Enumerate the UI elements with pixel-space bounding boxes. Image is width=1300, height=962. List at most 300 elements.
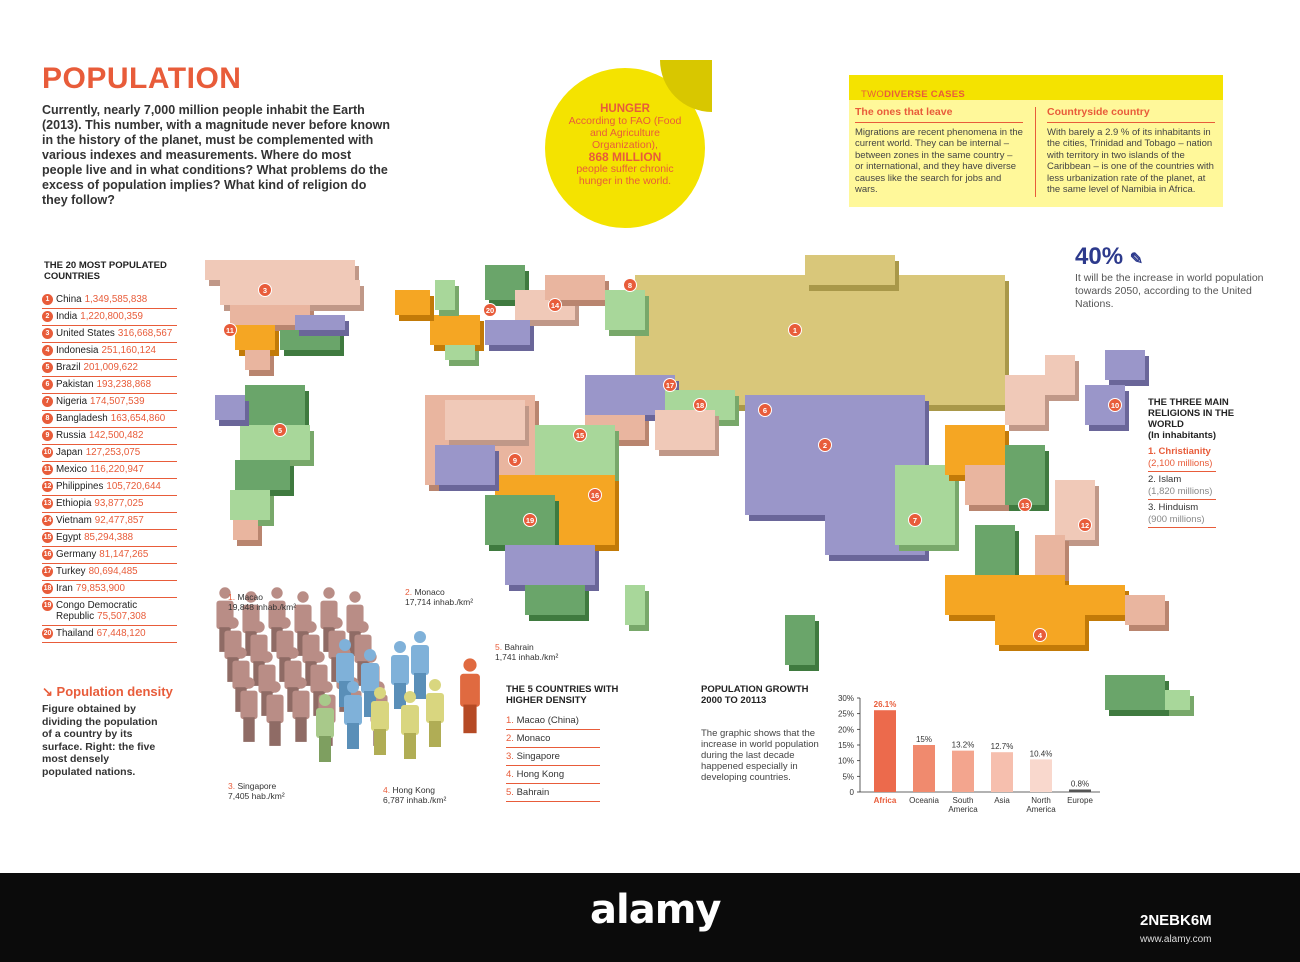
map-block — [525, 585, 585, 615]
density-n-2: 2. — [405, 587, 413, 597]
five-name: Hong Kong — [516, 769, 565, 780]
rank-badge: 19 — [43, 602, 52, 609]
person-legs — [319, 736, 331, 762]
hunger-text — [565, 103, 685, 187]
country-text — [56, 328, 172, 339]
person-body — [391, 655, 409, 685]
country-row — [42, 530, 177, 547]
category-label-part: Asia — [994, 796, 1010, 805]
person-body — [240, 691, 257, 720]
person-body — [401, 705, 419, 735]
person-body — [336, 653, 354, 683]
country-text — [56, 515, 144, 526]
y-tick-label: 10% — [837, 756, 854, 766]
map-block — [235, 460, 290, 490]
five-row — [506, 730, 600, 748]
country-row — [42, 626, 177, 643]
map-number: 10 — [1110, 400, 1120, 410]
y-tick-label: 30% — [837, 694, 854, 703]
map-number: 20 — [485, 305, 495, 315]
country-name: Iran — [56, 583, 73, 594]
country-row — [42, 428, 177, 445]
country-name: Bangladesh — [56, 413, 108, 424]
country-text — [56, 362, 138, 373]
rank-badge: 5 — [42, 362, 53, 373]
category-label — [994, 796, 1010, 805]
map-block — [655, 410, 715, 450]
hunger-title: HUNGER — [600, 103, 650, 115]
country-name: Germany — [56, 549, 97, 560]
country-population: 316,668,567 — [117, 328, 173, 339]
cases-header-text — [855, 82, 965, 100]
populated-title: THE 20 MOST POPULATED COUNTRIES — [44, 260, 167, 282]
density-label-3 — [228, 782, 285, 801]
map-block — [1065, 585, 1125, 615]
hunger-line2: people suffer chronic hunger in the world. — [576, 163, 674, 187]
density-n-5: 5. — [495, 642, 503, 652]
person-head — [253, 621, 264, 632]
map-number: 19 — [525, 515, 535, 525]
populated-list — [42, 292, 177, 643]
country-name: Ethiopia — [56, 498, 92, 509]
five-list — [506, 712, 600, 802]
map-block — [395, 290, 430, 315]
country-population: 105,720,644 — [106, 481, 161, 492]
person-body — [316, 708, 334, 738]
country-text — [56, 481, 161, 492]
case-right-title: Countryside country — [1047, 107, 1215, 123]
country-row — [42, 581, 177, 598]
map-block — [1005, 375, 1045, 425]
religion-value: (900 millions) — [1148, 513, 1205, 525]
density-val-4: 6,787 inhab./km² — [383, 794, 447, 805]
person-body — [292, 691, 309, 720]
map-block — [505, 545, 595, 585]
country-name: Nigeria — [56, 396, 88, 407]
five-row — [506, 748, 600, 766]
category-label — [948, 796, 978, 814]
bar-2 — [952, 751, 974, 792]
country-row — [42, 309, 177, 326]
country-row — [42, 547, 177, 564]
category-label-part: Europe — [1067, 796, 1093, 805]
rank-badge: 3 — [42, 328, 53, 339]
category-label-part: South — [952, 796, 974, 805]
map-block — [805, 255, 895, 285]
map-block — [1125, 595, 1165, 625]
category-label-part: North — [1031, 796, 1051, 805]
density-n-4: 4. — [383, 785, 391, 795]
country-row — [42, 394, 177, 411]
map-number: 4 — [1037, 630, 1043, 640]
hunger-big: 868 MILLION — [588, 150, 662, 164]
person-head — [347, 681, 359, 693]
person-head — [331, 617, 342, 628]
rank-badge: 11 — [43, 466, 52, 473]
image-code: 2NEBK6M — [1140, 912, 1212, 929]
country-text — [56, 379, 151, 390]
map-block — [1005, 445, 1045, 505]
growth-title: POPULATION GROWTH 2000 TO 20113 — [701, 684, 809, 706]
religion-name: 3. Hinduism — [1148, 502, 1199, 513]
country-text — [56, 600, 177, 622]
person-legs — [374, 729, 386, 755]
country-text — [56, 583, 125, 594]
map-number: 15 — [575, 430, 585, 440]
religions-title — [1148, 397, 1268, 441]
map-block — [605, 290, 645, 330]
density-name-3: Singapore — [237, 781, 277, 791]
map-number: 14 — [550, 300, 560, 310]
person-body — [344, 695, 362, 725]
country-population: 93,877,025 — [94, 498, 144, 509]
bar-value-label: 12.7% — [990, 742, 1014, 752]
case-right — [1047, 107, 1215, 196]
country-population: 85,294,388 — [84, 532, 134, 543]
country-name: United States — [56, 328, 115, 339]
map-block — [1045, 355, 1075, 395]
density-label-5 — [495, 643, 558, 662]
person-body — [371, 701, 389, 731]
country-population: 1,220,800,359 — [80, 311, 143, 322]
person-head — [339, 639, 351, 651]
country-population: 142,500,482 — [88, 430, 144, 441]
country-name: Pakistan — [56, 379, 94, 390]
map-block — [245, 350, 270, 370]
arrow-icon: ↘ — [42, 684, 53, 699]
country-text — [56, 532, 133, 543]
country-row — [42, 564, 177, 581]
rank-badge: 8 — [42, 413, 53, 424]
density-name-2: Monaco — [414, 587, 445, 597]
country-name: Philippines — [56, 481, 104, 492]
rank-badge: 14 — [43, 517, 52, 524]
person-head — [305, 621, 316, 632]
country-row — [42, 411, 177, 428]
country-population: 116,220,947 — [90, 464, 144, 475]
religion-value: (1,820 millions) — [1148, 485, 1213, 497]
person-legs — [347, 723, 359, 749]
map-block — [445, 345, 475, 360]
religion-value: (2,100 millions) — [1148, 457, 1213, 469]
person-head — [313, 651, 324, 662]
person-legs — [404, 733, 416, 759]
density-text: Figure obtained by dividing the population of a country by its surface. Right: the five most densely populated nations. — [42, 703, 158, 778]
map-number: 13 — [1020, 500, 1030, 510]
country-name: Russia — [56, 430, 86, 441]
category-label — [874, 796, 897, 805]
country-name: Egypt — [56, 532, 82, 543]
category-label — [909, 796, 939, 805]
density-name-1: Macao — [237, 592, 263, 602]
five-rank: 2. — [506, 733, 514, 744]
country-text — [56, 498, 143, 509]
religion-row — [1148, 444, 1216, 472]
person-head — [357, 621, 368, 632]
bar-3 — [991, 752, 1013, 792]
person-head — [429, 679, 441, 691]
person-head — [279, 617, 290, 628]
map-block — [975, 525, 1015, 575]
country-text — [56, 566, 138, 577]
bar-value-label: 13.2% — [951, 740, 975, 750]
five-rank: 5. — [506, 787, 514, 798]
person-head — [323, 587, 334, 598]
bar-4 — [1030, 759, 1052, 792]
rank-badge: 15 — [43, 534, 52, 541]
five-row — [506, 712, 600, 730]
cases-head-b: DIVERSE CASES — [884, 89, 966, 100]
rank-badge: 20 — [43, 630, 52, 637]
country-row — [42, 479, 177, 496]
category-label-part: Africa — [873, 796, 897, 805]
growth-bar-chart — [825, 690, 1115, 815]
map-block — [235, 325, 275, 350]
religions-subtitle: (In inhabitants) — [1148, 430, 1217, 441]
case-right-text: With barely a 2.9 % of its inhabitants in the cities, Trinidad and Tobago – nation with territory in two islands of the Caribbean – is one of the countries with less urbanization rate of the planet, at the same level of Namibia in Africa. — [1047, 126, 1214, 195]
country-text — [56, 294, 147, 305]
country-text — [56, 396, 145, 407]
category-label-part: America — [948, 805, 978, 814]
person-head — [394, 641, 406, 653]
map-block — [435, 445, 495, 485]
five-title: THE 5 COUNTRIES WITH HIGHER DENSITY — [506, 684, 619, 706]
country-name: Japan — [56, 447, 83, 458]
map-number: 11 — [226, 325, 234, 335]
religion-name: 1. Christianity — [1148, 446, 1211, 457]
map-block — [1165, 690, 1190, 710]
person-head — [374, 687, 386, 699]
person-head — [227, 617, 238, 628]
map-block — [485, 320, 530, 345]
country-row — [42, 598, 177, 626]
five-row — [506, 784, 600, 802]
bar-value-label: 15% — [915, 735, 933, 744]
country-population: 251,160,124 — [101, 345, 156, 356]
density-val-1: 19,848 inhab./km² — [228, 601, 297, 612]
country-row — [42, 360, 177, 377]
map-number: 9 — [512, 455, 518, 465]
person-head — [321, 681, 332, 692]
country-text — [56, 311, 143, 322]
density-val-3: 7,405 hab./km² — [228, 790, 285, 801]
rank-badge: 1 — [42, 294, 53, 305]
density-label-4 — [383, 786, 446, 805]
map-block — [945, 575, 1065, 615]
country-name: Congo Democratic Republic — [56, 600, 138, 622]
y-tick-label: 25% — [837, 709, 854, 719]
brand-logo: alamy — [590, 887, 721, 933]
person-body — [266, 695, 283, 724]
density-label-1 — [228, 593, 296, 612]
country-row — [42, 343, 177, 360]
map-number: 3 — [262, 285, 268, 295]
religions-title-text: THE THREE MAIN RELIGIONS IN THE WORLD — [1148, 397, 1235, 430]
person-head — [243, 677, 254, 688]
five-row — [506, 766, 600, 784]
case-left-title: The ones that leave — [855, 107, 1023, 123]
map-block — [245, 385, 305, 425]
country-population: 201,009,622 — [83, 362, 138, 373]
rank-badge: 10 — [43, 449, 52, 456]
country-name: Indonesia — [56, 345, 99, 356]
religions-list — [1148, 444, 1216, 528]
country-name: China — [56, 294, 82, 305]
person-head — [414, 631, 426, 643]
person-head — [364, 649, 376, 661]
map-block — [585, 375, 675, 415]
density-title-text: Population density — [56, 684, 173, 699]
country-row — [42, 377, 177, 394]
person-head — [404, 691, 416, 703]
religion-name: 2. Islam — [1148, 474, 1182, 485]
person-head — [463, 658, 476, 671]
five-rank: 4. — [506, 769, 514, 780]
country-name: Thailand — [56, 628, 94, 639]
country-row — [42, 513, 177, 530]
person-body — [411, 645, 429, 675]
person-head — [269, 681, 280, 692]
country-population: 79,853,900 — [75, 583, 125, 594]
country-population: 127,253,075 — [85, 447, 141, 458]
person-head — [295, 677, 306, 688]
cases-head-a: TWO — [861, 89, 885, 100]
country-population: 193,238,868 — [96, 379, 152, 390]
person-head — [235, 647, 246, 658]
religion-row — [1148, 500, 1216, 528]
density-name-4: Hong Kong — [392, 785, 436, 795]
country-text — [56, 464, 144, 475]
density-title — [42, 684, 173, 700]
rank-badge: 16 — [43, 551, 52, 558]
case-left — [855, 107, 1023, 196]
bar-5 — [1069, 789, 1091, 792]
map-block — [435, 280, 455, 310]
rank-badge: 12 — [43, 483, 52, 490]
map-number: 7 — [912, 515, 918, 525]
hunger-line1: According to FAO (Food and Agriculture Organization), — [568, 115, 682, 151]
map-block — [485, 495, 555, 545]
country-row — [42, 292, 177, 309]
country-population: 81,147,265 — [99, 549, 149, 560]
rank-badge: 18 — [43, 585, 52, 592]
map-block — [430, 315, 480, 345]
rank-badge: 2 — [42, 311, 53, 322]
five-name: Bahrain — [516, 787, 550, 798]
country-name: Vietnam — [56, 515, 92, 526]
map-number: 6 — [762, 405, 768, 415]
person-head — [287, 647, 298, 658]
density-val-2: 17,714 inhab./km² — [405, 596, 474, 607]
country-text — [56, 345, 156, 356]
five-name: Monaco — [516, 733, 551, 744]
person-head — [297, 591, 308, 602]
five-rank: 3. — [506, 751, 514, 762]
map-block — [233, 520, 258, 540]
person-head — [349, 591, 360, 602]
five-rank: 1. — [506, 715, 514, 726]
footer-credit: www.alamy.com — [1140, 934, 1212, 945]
person-legs — [463, 705, 476, 734]
y-tick-label: 15% — [837, 741, 854, 750]
country-row — [42, 496, 177, 513]
map-number: 17 — [665, 380, 675, 390]
forecast-number: 40% — [1075, 243, 1124, 270]
y-tick-label: 5% — [842, 772, 854, 782]
person-legs — [269, 721, 280, 746]
rank-badge: 4 — [42, 345, 53, 356]
map-number: 5 — [277, 425, 283, 435]
pencil-icon: ✎ — [1129, 251, 1144, 268]
map-number: 16 — [590, 490, 600, 500]
map-block — [295, 315, 345, 330]
category-label-part: America — [1026, 805, 1056, 814]
density-val-5: 1,741 inhab./km² — [495, 651, 559, 662]
country-row — [42, 462, 177, 479]
five-name: Singapore — [516, 751, 560, 762]
cases-header — [849, 75, 1223, 100]
country-population: 67,448,120 — [96, 628, 146, 639]
density-n-3: 3. — [228, 781, 236, 791]
person-body — [460, 674, 480, 707]
map-block — [545, 275, 605, 300]
map-block — [635, 275, 1005, 405]
country-population: 80,694,485 — [88, 566, 138, 577]
category-label-part: Oceania — [909, 796, 939, 805]
map-block — [445, 400, 525, 440]
person-legs — [414, 673, 426, 699]
map-block — [220, 280, 360, 305]
bar-value-label: 26.1% — [873, 700, 897, 710]
country-text — [56, 549, 148, 560]
density-n-1: 1. — [228, 592, 236, 602]
rank-badge: 9 — [42, 430, 53, 441]
map-block — [895, 465, 955, 545]
person-legs — [429, 721, 441, 747]
map-block — [205, 260, 355, 280]
person-legs — [295, 717, 306, 742]
category-label — [1067, 796, 1093, 805]
rank-badge: 7 — [42, 396, 53, 407]
forecast-text: It will be the increase in world population towards 2050, according to the United Nations. — [1075, 272, 1264, 310]
intro-text: Currently, nearly 7,000 million people inhabit the Earth (2013). This number, with a magnitude never before known in the history of the planet, must be complemented with various indexes and measurements. Where do most people live and in what conditions? What problems do the excess of population implies? What kind of religion do they follow? — [42, 103, 390, 207]
country-name: India — [56, 311, 78, 322]
growth-text: The graphic shows that the increase in world population during the last decade happened especially in developing countries. — [701, 728, 819, 783]
map-block — [625, 585, 645, 625]
rank-badge: 17 — [43, 568, 52, 575]
person-legs — [243, 717, 254, 742]
bar-0 — [874, 710, 896, 792]
map-number: 18 — [695, 400, 705, 410]
country-row — [42, 326, 177, 343]
map-block — [230, 490, 270, 520]
bar-value-label: 10.4% — [1029, 749, 1053, 759]
map-number: 8 — [627, 280, 633, 290]
map-block — [1035, 535, 1065, 575]
y-tick-label: 0 — [849, 788, 854, 797]
country-text — [56, 447, 140, 458]
map-number: 12 — [1080, 520, 1090, 530]
rank-badge: 6 — [42, 379, 53, 390]
map-block — [215, 395, 245, 420]
country-population: 163,654,860 — [110, 413, 166, 424]
rank-badge: 13 — [43, 500, 52, 507]
person-head — [319, 694, 331, 706]
person-body — [426, 693, 444, 723]
bar-value-label: 0.8% — [1070, 779, 1090, 789]
map-block — [785, 615, 815, 665]
y-tick-label: 20% — [837, 725, 854, 735]
